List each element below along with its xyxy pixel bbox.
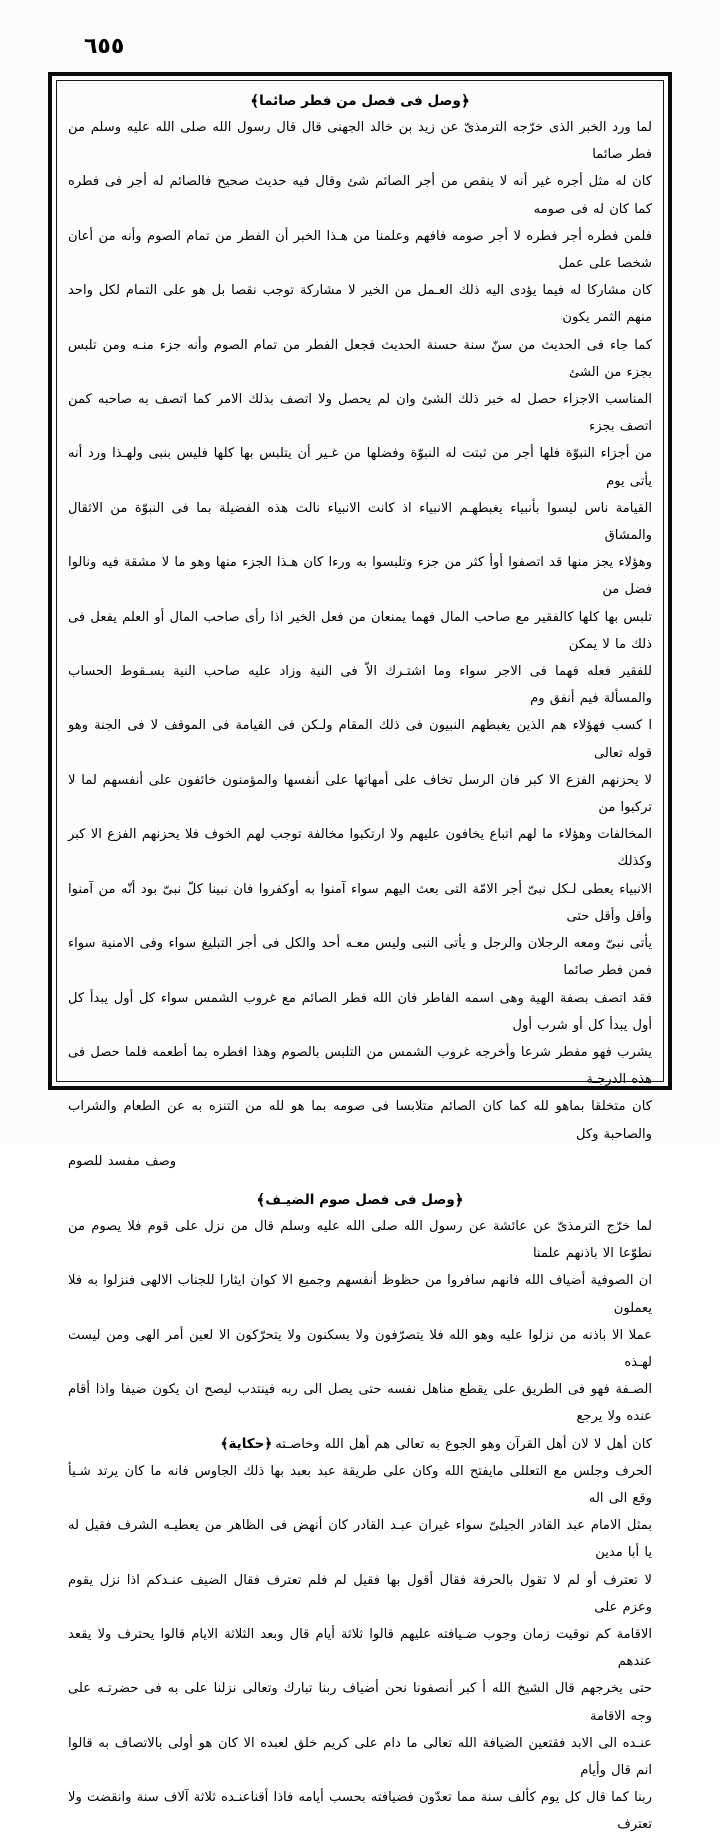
body-line: وهؤلاء يجز منها قد اتصفوا أوأ كثر من جزء وتلبسوا به ورءا كان هـذا الجزء منها وهو ما لا مشقة فيه ونالوا فضل من (68, 555, 652, 598)
body-line: لما خرّج الترمذىّ عن عائشة عن رسول الله صلى الله عليه وسلم قال من نزل على قوم فلا يصوم من نطوّعا الا باذنهم علمنا (68, 1218, 652, 1262)
body-line: عملا الا باذنه من نزلوا عليه وهو الله فلا يتصرّفون ولا يسكنون ولا يتحرّكون الا لعين أمر الهى ومن ليست لهـذه (68, 1327, 652, 1370)
body-line: المخالفات وهؤلاء ما لهم اتباع يخافون عليهم ولا ارتكبوا مخالفة توجب لهم الخوف فلا يحزنهم الفزع الا كبر وكذلك (68, 827, 652, 870)
page-border-inner (56, 80, 664, 1833)
body-line: يأتى نبىّ ومعه الرجلان والرجل و يأتى النبى وليس معـه أحد والكل فى أجر التبليغ سواء وفى الامنية سواء فمن فطر صائما (68, 936, 652, 979)
body-line: المناسب الاجزاء حصل له خبر ذلك الشئ وان لم يحصل ولا اتصف بذلك الامر كما اتصف به صاحبه كمن اتصف بجزء (68, 392, 652, 435)
body-line: الحرف وجلس مع التعللى مايفتح الله وكان على طريقة عبد بعبد بها ذلك الجاوس فانه ما كان يرتد شـيأ وقع الى اله (68, 1463, 652, 1506)
body-line: من أجزاء النبوّة فلها أجر من ثبتت له النبوّة وفضلها من غـير أن يتلبس بها كلها فليس بنبى ولهـذا ورد أنه يأتى يوم (68, 446, 652, 489)
ornament-close-icon: ﴾ (250, 92, 260, 110)
section-spacer (68, 1175, 652, 1189)
page-border-outer (48, 72, 672, 1833)
body-line: عنـده الى الابد فقتعين الضيافة الله تعالى ما دام على كريم خلق لعبده الا كان هو أولى بالاتصاف به قالوا انم قال وأيام (68, 1735, 652, 1778)
section-heading-1-text: وصل فى فصل من فطر صائما (259, 93, 461, 109)
body-line: لما ورد الخبر الذى خرّجه الترمذىّ عن زيد بن خالد الجهنى قال قال رسول الله صلى الله عليه وسلم من فطر صائما (68, 120, 652, 163)
body-line: حتى يخرجهم قال الشيخ الله أ كبر أنصفونا نحن أضياف ربنا تبارك وتعالى نزلنا على به فى حضرتـه على وجه الاقامة (68, 1681, 652, 1724)
body-line: تلبس بها كلها كالفقير مع صاحب المال فهما يمنعان من فعل الخير اذا رأى صاحب المال أو العلم يفعل فى ذلك ما لا يمكن (68, 609, 652, 652)
body-line: كان متخلقا بماهو لله كما كان الصائم متلابسا فى صومه بما هو لله من التنزه به عن الطعام والشراب والصاحبة وكل (68, 1099, 652, 1142)
ornament-close-icon: ﴾ (256, 1190, 266, 1209)
body-line: كان له مثل أجره غير أنه لا ينقص من أجر الصائم شئ وقال فيه حديث صحيح فالصائم له أجر فى فطره كما كان له فى صومه (68, 174, 652, 217)
body-line: ا كسب فهؤلاء هم الذين يغبطهم النبيون فى ذلك المقام ولـكن فى القيامة فى الموقف لا فى الجنة وهو قوله تعالى (68, 718, 652, 761)
body-line: للفقير فعله فهما فى الاجر سواء وما اشتـرك الاّ فى النية وزاد عليه صاحب النية بسـقوط الحساب والمسألة فيم أنفق وم (68, 664, 652, 707)
body-line: لا تعترف أو لم لا تقول بالحرفة فقال أقول بها فقيل لم فلم تعترف فقال الضيف عنـدكم اذا نزل يقوم وعزم على (68, 1572, 652, 1615)
body-line: الانبياء يعطى لـكل نبىّ أجر الامّة التى بعث اليهم سواء آمنوا به أوكفروا فان نبينا كلّ نبىّ بود أنّه من آمنوا وأقل وأقل حتى (68, 881, 652, 924)
ornament-open-icon: ﴿ (460, 92, 470, 110)
body-line: لا يحزنهم الفزع الا كبر فان الرسل تخاف على أمهاتها على أنفسها والمؤمنون خائفون على أنفسهم لما لا تركبوا من (68, 772, 652, 816)
body-line: القيامة ناس ليسوا بأنبياء يغبطهـم الانبياء اذ كانت الانبياء نالت هذه الفضيلة بما فى النبوّة من الاثقال والمشاق (68, 500, 652, 544)
page-content (57, 81, 663, 1833)
body-line: فقد اتصف بصفة الهية وهى اسمه الفاطر فان الله فطر الصائم مع غروب الشمس سواء كل أول يبدأ كل أول يبدأ كل أو شرب أول (68, 990, 652, 1033)
body-line-with-marker (68, 1431, 652, 1458)
body-line-text: كان أهل لا لان أهل القرآن وهو الجوع به تعالى هم أهل الله وخاصـته (275, 1436, 652, 1452)
hikaya-marker: ﴿حكاية﴾ (220, 1435, 273, 1452)
body-line: يشرب فهو مفطر شرعا وأخرجه غروب الشمس من التلبس بالصوم وهذا افطره بما أطعمه فلما حصل فى هذه الدرجـة (68, 1044, 652, 1088)
section-heading-1 (68, 91, 652, 111)
body-line-final: وصف مفسد للصوم (68, 1153, 177, 1169)
body-line: ربنا كما قال كل يوم كألف سنة مما تعدّون فضيافته بحسب أيامه فاذا أقناعنـده ثلاثة آلاف سنة وانقضت ولا تعترف (68, 1790, 652, 1833)
body-line: كان مشاركا له فيما يؤدى اليه ذلك العـمل من الخير لا مشاركة توجب نقصا بل هو على التمام لكل واحد منهم الثمر يكون (68, 283, 652, 326)
section-heading-2 (68, 1190, 652, 1210)
page-number: ٦٥٥ (84, 34, 125, 59)
body-line: الصـفة فهو فى الطريق على يقطع مناهل نفسه حتى يصل الى ربه فينتدب ليصح ان يكون ضيفا واذا أقام عنده ولا يرجع (68, 1382, 652, 1425)
section-heading-2-text: وصل فى فصل صوم الضيـف (265, 1191, 455, 1208)
body-line: كما جاء فى الحديث من سنّ سنة حسنة الحديث فجعل الفطر من تمام الصوم وأنه جزء منـه ومن تلبس بجزء من الشئ (68, 337, 652, 380)
ornament-open-icon: ﴿ (454, 1190, 464, 1209)
body-line: ان الصوفية أضياف الله فانهم سافروا من حظوظ أنفسهم وجميع الا كوان ايثارا للجناب الالهى فنزلوا به فلا يعملون (68, 1273, 652, 1316)
body-line: فلمن فطره أجر فطره لا أجر صومه فافهم وعلمنا من هـذا الخبر أن الفطر من تمام الصوم وأنه من أعان شخصا على عمل (68, 228, 652, 272)
body-line: بمثل الامام عبد القادر الجيلىّ سواء غيران عبـد القادر كان أنهض فى الظاهر من يعطيـه الشرف فقيل له يا أبا مدين (68, 1518, 652, 1561)
body-line: الاقامة كم نوقيت زمان وجوب ضـيافته عليهم قالوا ثلاثة أيام قال وبعد الثلاثة الايام قالوا يحترف ولا يقعد عندهم (68, 1626, 652, 1670)
